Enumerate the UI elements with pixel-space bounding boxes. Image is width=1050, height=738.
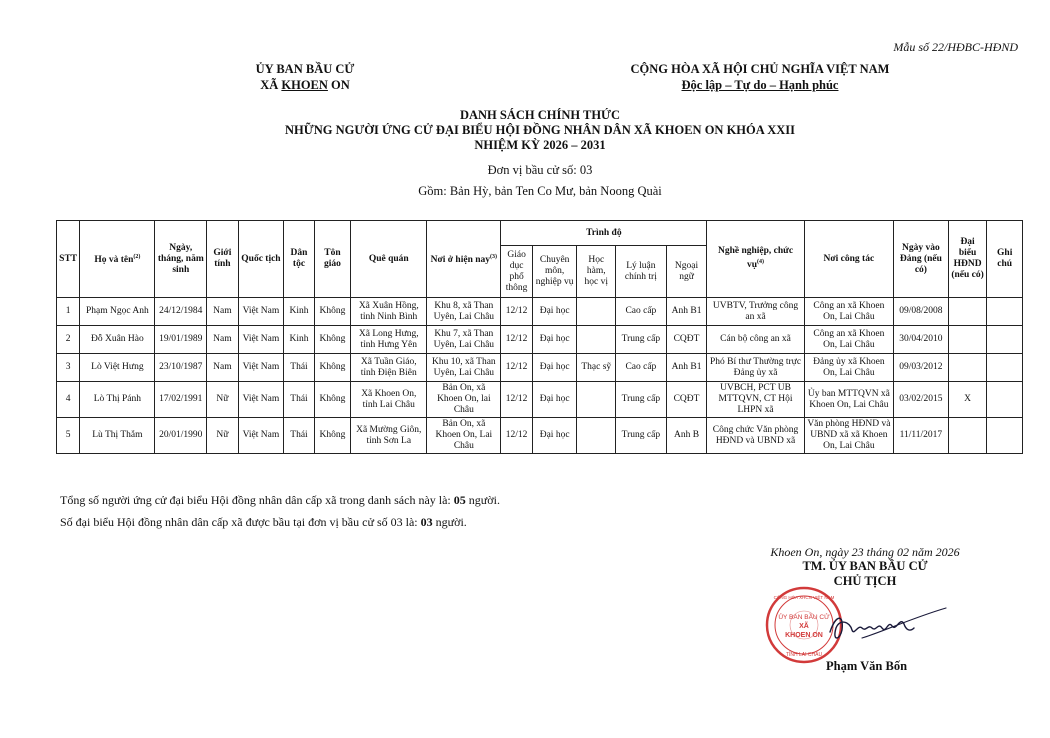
cell-language: CQĐT	[666, 382, 707, 418]
national-motto: Độc lập – Tự do – Hạnh phúc	[681, 78, 839, 92]
header-degree: Học hàm, học vị	[577, 246, 616, 298]
cell-politics: Trung cấp	[616, 382, 667, 418]
cell-ethnicity: Thái	[284, 418, 314, 454]
cell-party-date: 09/03/2012	[894, 354, 949, 382]
cell-language: Anh B1	[666, 298, 707, 326]
cell-stt: 2	[57, 326, 80, 354]
svg-text:TỈNH LAI CHÂU: TỈNH LAI CHÂU	[785, 652, 823, 658]
header-nationality: Quốc tịch	[238, 221, 284, 298]
cell-gender: Nữ	[207, 382, 238, 418]
cell-gender: Nam	[207, 298, 238, 326]
cell-ethnicity: Kinh	[284, 298, 314, 326]
svg-text:KHOEN ON: KHOEN ON	[785, 632, 823, 639]
header-delegate: Đại biểu HĐND (nếu có)	[948, 221, 987, 298]
cell-general-edu: 12/12	[501, 326, 532, 354]
summary-total-candidates: Tổng số người ứng cử đại biểu Hội đồng nhân dân cấp xã trong danh sách này là: 05 người.	[60, 493, 500, 507]
form-number: Mẫu số 22/HĐBC-HĐND	[893, 40, 1018, 54]
electoral-unit-villages: Gồm: Bản Hỳ, bản Ten Co Mư, bản Noong Quài	[418, 184, 662, 198]
header-education-group: Trình độ	[501, 221, 707, 246]
cell-religion: Không	[314, 298, 351, 326]
cell-delegate	[948, 326, 987, 354]
cell-hometown: Xã Xuân Hồng, tỉnh Ninh Bình	[351, 298, 427, 326]
cell-nationality: Việt Nam	[238, 298, 284, 326]
header-dob: Ngày, tháng, năm sinh	[155, 221, 207, 298]
cell-gender: Nữ	[207, 418, 238, 454]
cell-specialty: Đại học	[532, 418, 577, 454]
cell-language: CQĐT	[666, 326, 707, 354]
cell-delegate: X	[948, 382, 987, 418]
cell-dob: 24/12/1984	[155, 298, 207, 326]
cell-residence: Khu 10, xã Than Uyên, Lai Châu	[427, 354, 501, 382]
table-row	[57, 298, 1023, 326]
cell-name: Lò Việt Hưng	[80, 354, 155, 382]
header-occupation: Nghề nghiệp, chức vụ$^{(4)}$	[707, 221, 804, 298]
cell-politics: Cao cấp	[616, 354, 667, 382]
cell-name: Lù Thị Thắm	[80, 418, 155, 454]
signer-name: Phạm Văn Bốn	[826, 659, 908, 673]
signing-authority: TM. ỦY BAN BẦU CỬ CHỦ TỊCH	[802, 559, 928, 588]
electoral-unit: Đơn vị bầu cử số: 03	[487, 163, 593, 177]
cell-degree	[577, 298, 616, 326]
cell-ethnicity: Thái	[284, 354, 314, 382]
cell-politics: Trung cấp	[616, 326, 667, 354]
cell-name: Phạm Ngọc Anh	[80, 298, 155, 326]
cell-party-date: 30/04/2010	[894, 326, 949, 354]
header-note: Ghi chú	[987, 221, 1023, 298]
cell-occupation: UVBTV, Trưởng công an xã	[707, 298, 804, 326]
cell-language: Anh B	[666, 418, 707, 454]
cell-residence: Bản On, xã Khoen On, Lai Châu	[427, 418, 501, 454]
authority-commune: XÃ KHOEN ON	[260, 78, 350, 92]
authority-name: ỦY BAN BẦU CỬ	[255, 62, 355, 76]
cell-general-edu: 12/12	[501, 298, 532, 326]
cell-delegate	[948, 298, 987, 326]
cell-party-date: 03/02/2015	[894, 382, 949, 418]
table-row	[57, 418, 1023, 454]
cell-note	[987, 418, 1023, 454]
cell-nationality: Việt Nam	[238, 354, 284, 382]
cell-occupation: Cán bộ công an xã	[707, 326, 804, 354]
header-language: Ngoại ngữ	[666, 246, 707, 298]
cell-specialty: Đại học	[532, 382, 577, 418]
cell-stt: 1	[57, 298, 80, 326]
cell-stt: 5	[57, 418, 80, 454]
cell-politics: Cao cấp	[616, 298, 667, 326]
cell-dob: 19/01/1989	[155, 326, 207, 354]
svg-text:XÃ: XÃ	[799, 623, 809, 630]
table-row	[57, 382, 1023, 418]
cell-religion: Không	[314, 382, 351, 418]
cell-delegate	[948, 418, 987, 454]
svg-text:ỦY BAN BẦU CỬ: ỦY BAN BẦU CỬ	[778, 614, 830, 621]
cell-workplace: Công an xã Khoen On, Lai Châu	[804, 326, 893, 354]
cell-degree	[577, 418, 616, 454]
document-title: DANH SÁCH CHÍNH THỨC NHỮNG NGƯỜI ỨNG CỬ ĐẠI BIỂU HỘI ĐỒNG NHÂN DÂN XÃ KHOEN ON KHÓA XXII NHIỆM KỲ 2026 – 2031	[285, 108, 795, 152]
cell-general-edu: 12/12	[501, 382, 532, 418]
cell-workplace: Đảng ủy xã Khoen On, Lai Châu	[804, 354, 893, 382]
cell-politics: Trung cấp	[616, 418, 667, 454]
cell-occupation: UVBCH, PCT UB MTTQVN, CT Hội LHPN xã	[707, 382, 804, 418]
cell-note	[987, 354, 1023, 382]
cell-residence: Khu 8, xã Than Uyên, Lai Châu	[427, 298, 501, 326]
nation-name: CỘNG HÒA XÃ HỘI CHỦ NGHĨA VIỆT NAM	[630, 62, 890, 76]
issuing-authority	[210, 61, 400, 93]
cell-dob: 20/01/1990	[155, 418, 207, 454]
cell-occupation: Phó Bí thư Thường trực Đảng ủy xã	[707, 354, 804, 382]
header-ethnicity: Dân tộc	[284, 221, 314, 298]
header-general-edu: Giáo dục phổ thông	[501, 246, 532, 298]
cell-general-edu: 12/12	[501, 418, 532, 454]
cell-note	[987, 382, 1023, 418]
cell-nationality: Việt Nam	[238, 382, 284, 418]
header-religion: Tôn giáo	[314, 221, 351, 298]
candidate-rows	[57, 298, 1023, 454]
cell-occupation: Công chức Văn phòng HĐND và UBND xã	[707, 418, 804, 454]
cell-specialty: Đại học	[532, 354, 577, 382]
header-specialty: Chuyên môn, nghiệp vụ	[532, 246, 577, 298]
header-gender: Giới tính	[207, 221, 238, 298]
cell-gender: Nam	[207, 354, 238, 382]
cell-delegate	[948, 354, 987, 382]
cell-nationality: Việt Nam	[238, 418, 284, 454]
cell-stt: 3	[57, 354, 80, 382]
cell-workplace: Văn phòng HĐND và UBND xã xã Khoen On, Lai Châu	[804, 418, 893, 454]
cell-religion: Không	[314, 354, 351, 382]
svg-text:CỘNG HÒA XHCN VIỆT NAM: CỘNG HÒA XHCN VIỆT NAM	[773, 595, 835, 600]
national-header	[590, 61, 930, 93]
cell-workplace: Công an xã Khoen On, Lai Châu	[804, 298, 893, 326]
cell-workplace: Ủy ban MTTQVN xã Khoen On, Lai Châu	[804, 382, 893, 418]
header-politics: Lý luận chính trị	[616, 246, 667, 298]
cell-note	[987, 326, 1023, 354]
cell-specialty: Đại học	[532, 326, 577, 354]
signing-date: Khoen On, ngày 23 tháng 02 năm 2026	[770, 545, 960, 559]
cell-hometown: Xã Khoen On, tỉnh Lai Châu	[351, 382, 427, 418]
cell-specialty: Đại học	[532, 298, 577, 326]
header-party-date: Ngày vào Đảng (nếu có)	[894, 221, 949, 298]
header-name: Họ và tên$^{(2)}$	[80, 221, 155, 298]
header-workplace: Nơi công tác	[804, 221, 893, 298]
cell-party-date: 11/11/2017	[894, 418, 949, 454]
cell-residence: Bản On, xã Khoen On, lai Châu	[427, 382, 501, 418]
cell-religion: Không	[314, 418, 351, 454]
cell-hometown: Xã Mường Giôn, tỉnh Sơn La	[351, 418, 427, 454]
table-row	[57, 326, 1023, 354]
header-stt: STT	[57, 221, 80, 298]
cell-degree	[577, 326, 616, 354]
cell-gender: Nam	[207, 326, 238, 354]
handwritten-signature-icon	[822, 602, 952, 652]
cell-ethnicity: Thái	[284, 382, 314, 418]
cell-dob: 23/10/1987	[155, 354, 207, 382]
cell-name: Đỗ Xuân Hào	[80, 326, 155, 354]
header-hometown: Quê quán	[351, 221, 427, 298]
cell-degree	[577, 382, 616, 418]
cell-nationality: Việt Nam	[238, 326, 284, 354]
summary	[60, 489, 500, 533]
cell-stt: 4	[57, 382, 80, 418]
cell-degree: Thạc sỹ	[577, 354, 616, 382]
cell-residence: Khu 7, xã Than Uyên, Lai Châu	[427, 326, 501, 354]
header-residence: Nơi ở hiện nay$^{(3)}$	[427, 221, 501, 298]
cell-party-date: 09/08/2008	[894, 298, 949, 326]
cell-ethnicity: Kinh	[284, 326, 314, 354]
cell-name: Lò Thị Pánh	[80, 382, 155, 418]
summary-seats: Số đại biểu Hội đồng nhân dân cấp xã được bầu tại đơn vị bầu cử số 03 là: 03 người.	[60, 515, 467, 529]
cell-religion: Không	[314, 326, 351, 354]
cell-hometown: Xã Tuần Giáo, tỉnh Điện Biên	[351, 354, 427, 382]
cell-dob: 17/02/1991	[155, 382, 207, 418]
cell-note	[987, 298, 1023, 326]
table-row	[57, 354, 1023, 382]
cell-language: Anh B1	[666, 354, 707, 382]
cell-hometown: Xã Long Hưng, tỉnh Hưng Yên	[351, 326, 427, 354]
candidate-table	[56, 220, 1023, 454]
cell-general-edu: 12/12	[501, 354, 532, 382]
